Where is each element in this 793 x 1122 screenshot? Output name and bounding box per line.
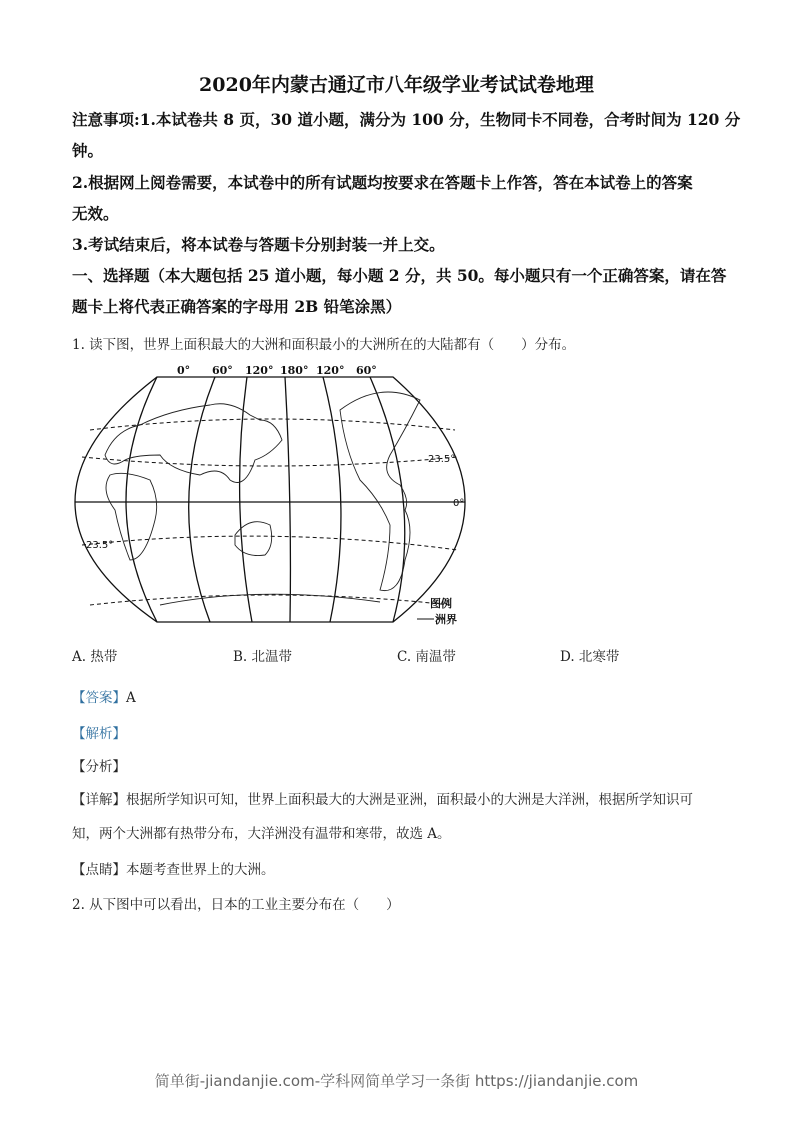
latitude-label: 23.5°: [86, 540, 114, 551]
legend-title: 图例: [430, 597, 452, 610]
meridian-label: 60°: [212, 364, 233, 377]
meridian-label: 180°: [280, 364, 309, 377]
dianjing-line: 【点睛】本题考查世界上的大洲。: [72, 862, 275, 878]
section-heading: 题卡上将代表正确答案的字母用 2B 铅笔涂黑）: [72, 297, 402, 316]
note-line: 钟。: [72, 141, 104, 160]
question-1-stem: 1. 读下图，世界上面积最大的大洲和面积最小的大洲所在的大陆都有（ ）分布。: [72, 337, 576, 353]
note-line: 3.考试结束后，将本试卷与答题卡分别封装一并上交。: [72, 235, 445, 254]
latitude-label: 23.5°: [428, 454, 456, 465]
meridian-label: 60°: [356, 364, 377, 377]
detail-line: 【详解】根据所学知识可知，世界上面积最大的大洲是亚洲，面积最小的大洲是大洋洲，根据所学知识可: [72, 792, 693, 808]
detail-line: 知，两个大洲都有热带分布，大洋洲没有温带和寒带，故选 A。: [72, 826, 451, 842]
world-map: [60, 360, 480, 640]
option-d: D. 北寒带: [560, 649, 620, 665]
section-heading: 一、选择题（本大题包括 25 道小题，每小题 2 分，共 50。每小题只有一个正确答案，请在答: [72, 266, 727, 285]
page-title: 2020年内蒙古通辽市八年级学业考试试卷地理: [199, 74, 594, 96]
option-a: A. 热带: [72, 649, 118, 665]
answer-tag: 【答案】: [72, 690, 126, 706]
note-line: 2.根据网上阅卷需要，本试卷中的所有试题均按要求在答题卡上作答，答在本试卷上的答案: [72, 173, 693, 192]
analysis-tag: 【解析】: [72, 726, 126, 742]
note-line: 无效。: [72, 204, 119, 223]
note-line: 注意事项:1.本试卷共 8 页，30 道小题，满分为 100 分，生物同卡不同卷，合考时间为 120 分: [72, 110, 741, 129]
legend-item: 洲界: [435, 613, 457, 626]
meridian-label: 120°: [316, 364, 345, 377]
meridian-label: 0°: [177, 364, 191, 377]
meridian-label: 120°: [245, 364, 274, 377]
footer-watermark: 简单街-jiandanjie.com-学科网简单学习一条街 https://jiandanjie.com: [154, 1072, 639, 1090]
answer-value: A: [126, 690, 136, 706]
option-b: B. 北温带: [233, 649, 293, 665]
question-2-stem: 2. 从下图中可以看出，日本的工业主要分布在（ ）: [72, 897, 400, 913]
fenxi-tag: 【分析】: [72, 759, 126, 775]
latitude-label: 0°: [453, 498, 465, 509]
option-c: C. 南温带: [397, 649, 456, 665]
